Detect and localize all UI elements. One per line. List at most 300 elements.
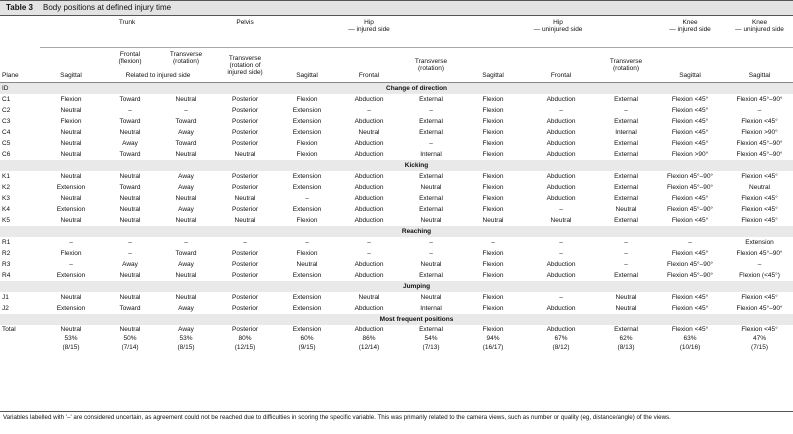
- table-cell: –: [559, 206, 563, 213]
- table-cell: Flexion <45°: [671, 195, 709, 202]
- table-cell: Flexion 45°–90°: [667, 206, 714, 213]
- total-cell: 62%: [619, 335, 633, 342]
- table-cell: Flexion 45°–90°: [667, 272, 714, 279]
- table-cell: Away: [178, 261, 194, 268]
- table-cell: Away: [178, 305, 194, 312]
- total-cell: External: [614, 326, 638, 333]
- table-cell: Flexion: [482, 107, 504, 114]
- total-cell: Posterior: [232, 326, 259, 333]
- table-cell: Extension: [56, 272, 86, 279]
- total-cell: (8/13): [617, 344, 635, 351]
- table-cell: Toward: [175, 140, 197, 147]
- table-cell: –: [559, 250, 563, 257]
- header-hip-injured: Hip — injured side: [276, 17, 462, 48]
- table-cell: Flexion <45°: [741, 195, 778, 202]
- table-cell: Flexion <45°: [671, 217, 709, 224]
- table-cell: Flexion 45°–90°: [736, 96, 783, 103]
- table-row: [0, 270, 793, 281]
- table-cell: External: [614, 217, 638, 224]
- table-title: [0, 0, 793, 16]
- table-cell: –: [69, 261, 73, 268]
- table-cell: –: [184, 107, 188, 114]
- table-footnote: Variables labelled with '–' are considered uncertain, as agreement could not be reached due to difficulties in scoring the specific variable. This was primarily related to the camera views, such as number or quality (eg, distance/angle) of the views.: [3, 414, 671, 421]
- table-cell: Neutral: [175, 217, 197, 224]
- table-cell: Abduction: [546, 118, 576, 125]
- total-cell: 86%: [362, 335, 376, 342]
- table-cell: Neutral: [234, 217, 256, 224]
- table-cell: Flexion: [60, 118, 82, 125]
- total-cell: 47%: [753, 335, 767, 342]
- table-cell: Flexion 45°–90°: [736, 140, 783, 147]
- table-cell: Abduction: [354, 96, 384, 103]
- table-cell: –: [757, 261, 762, 268]
- header-transverse: Transverse (rotation): [169, 51, 203, 65]
- table-row: [0, 303, 793, 314]
- header-col: Sagittal: [40, 68, 102, 83]
- table-cell: External: [614, 140, 638, 147]
- table-cell: –: [429, 107, 433, 114]
- section-row: [0, 226, 793, 237]
- table-cell: Flexion: [482, 184, 504, 191]
- row-id: K5: [2, 217, 10, 224]
- table-cell: Abduction: [354, 173, 384, 180]
- table-cell: Abduction: [354, 272, 384, 279]
- table-cell: –: [429, 140, 433, 147]
- table-cell: Flexion: [482, 118, 504, 125]
- row-id: R4: [2, 272, 11, 279]
- table-cell: Away: [178, 184, 194, 191]
- table-cell: External: [614, 151, 638, 158]
- total-cell: (8/15): [62, 344, 80, 351]
- table-cell: Flexion: [482, 272, 504, 279]
- table-cell: Internal: [420, 305, 442, 312]
- table-cell: External: [614, 173, 638, 180]
- table-cell: Flexion 45°–90°: [736, 305, 783, 312]
- table-cell: Neutral: [60, 195, 82, 202]
- table-cell: External: [419, 96, 443, 103]
- table-cell: Flexion: [296, 96, 318, 103]
- total-cell: Flexion <45°: [741, 326, 778, 333]
- total-row: [0, 325, 793, 334]
- table-cell: Extension: [292, 118, 322, 125]
- header-hip-uninjured: Hip — uninjured side: [462, 17, 654, 48]
- total-row: [0, 343, 793, 352]
- table-cell: Neutral: [749, 184, 771, 191]
- table-cell: Neutral: [119, 129, 141, 136]
- table-cell: Posterior: [232, 129, 259, 136]
- table-cell: Flexion <45°: [671, 140, 709, 147]
- table-cell: Abduction: [354, 305, 384, 312]
- table-cell: Flexion 45°–90°: [667, 261, 714, 268]
- table-cell: Posterior: [232, 272, 259, 279]
- table-cell: –: [491, 239, 495, 246]
- table-cell: Neutral: [420, 294, 442, 301]
- table-cell: Abduction: [354, 118, 384, 125]
- table-cell: Posterior: [232, 305, 259, 312]
- table-cell: Neutral: [60, 294, 82, 301]
- table-cell: Neutral: [119, 206, 141, 213]
- header-knee-injured: Knee — injured side: [654, 17, 726, 48]
- section-label: Change of direction: [40, 83, 793, 95]
- total-cell: 80%: [238, 335, 252, 342]
- total-cell: (7/15): [751, 344, 769, 351]
- total-cell: 67%: [554, 335, 568, 342]
- table-cell: Neutral: [119, 195, 141, 202]
- table-cell: Abduction: [354, 195, 384, 202]
- id-row: [0, 83, 793, 95]
- table-cell: –: [305, 239, 309, 246]
- table-row: [0, 204, 793, 215]
- table-cell: Flexion <45°: [741, 206, 778, 213]
- table-cell: Away: [122, 140, 138, 147]
- table-cell: Flexion >90°: [671, 151, 709, 158]
- table-row: [0, 259, 793, 270]
- table-cell: Extension: [56, 206, 86, 213]
- table-cell: Flexion <45°: [741, 118, 778, 125]
- section-label: Most frequent positions: [40, 314, 793, 325]
- header-pelvis: Pelvis: [214, 17, 276, 48]
- table-cell: Extension: [292, 305, 322, 312]
- table-cell: Posterior: [232, 184, 259, 191]
- header-knee-uninjured: Knee — uninjured side: [726, 17, 793, 48]
- row-id: C1: [2, 96, 11, 103]
- table-cell: Flexion <45°: [671, 96, 709, 103]
- table-cell: Posterior: [232, 173, 259, 180]
- header-col: Sagittal: [276, 68, 338, 83]
- table-cell: Flexion 45°–90°: [667, 173, 714, 180]
- table-cell: Extension: [56, 305, 86, 312]
- row-id: C4: [2, 129, 11, 136]
- header-hipu-transverse: Transverse (rotation): [598, 48, 654, 83]
- table-row: [0, 138, 793, 149]
- table-cell: Internal: [615, 129, 637, 136]
- table-cell: Extension: [292, 294, 322, 301]
- table-cell: External: [614, 184, 638, 191]
- table-cell: Flexion <45°: [741, 294, 778, 301]
- table-cell: –: [429, 239, 433, 246]
- total-cell: (7/14): [121, 344, 139, 351]
- table-cell: –: [624, 261, 628, 268]
- table-cell: Flexion <45°: [671, 107, 709, 114]
- table-cell: –: [243, 239, 247, 246]
- table-cell: Neutral: [119, 173, 141, 180]
- table-cell: Neutral: [358, 294, 380, 301]
- row-id: R1: [2, 239, 11, 246]
- table-cell: Neutral: [482, 217, 504, 224]
- table-cell: Posterior: [232, 250, 259, 257]
- table-cell: Extension: [56, 184, 86, 191]
- header-related: Related to injured side: [102, 68, 214, 83]
- row-id: K4: [2, 206, 10, 213]
- total-cell: External: [419, 326, 443, 333]
- table-cell: Neutral: [175, 96, 197, 103]
- total-cell: (8/15): [177, 344, 195, 351]
- table-cell: External: [419, 118, 443, 125]
- total-cell: Abduction: [546, 326, 576, 333]
- table-bottom-rule: [0, 411, 793, 412]
- table-cell: Flexion: [482, 173, 504, 180]
- header-trunk: Trunk: [40, 17, 214, 48]
- table-cell: Toward: [175, 250, 197, 257]
- total-cell: 50%: [123, 335, 137, 342]
- row-id: C3: [2, 118, 11, 125]
- table-cell: Abduction: [546, 305, 576, 312]
- table-cell: External: [614, 118, 638, 125]
- table-cell: –: [757, 107, 762, 114]
- total-row: [0, 334, 793, 343]
- header-hip-transverse: Transverse (rotation): [400, 48, 462, 83]
- table-cell: Away: [178, 129, 194, 136]
- table-cell: Neutral: [615, 294, 637, 301]
- total-label: [0, 334, 40, 343]
- table-cell: Flexion <45°: [671, 129, 709, 136]
- table-cell: Neutral: [60, 107, 82, 114]
- header-col: Frontal: [338, 68, 400, 83]
- table-cell: Flexion: [482, 151, 504, 158]
- table-cell: Abduction: [354, 261, 384, 268]
- table-cell: Abduction: [546, 195, 576, 202]
- section-label: Kicking: [40, 160, 793, 171]
- table-cell: Abduction: [354, 206, 384, 213]
- row-id: K1: [2, 173, 10, 180]
- table-cell: Abduction: [546, 129, 576, 136]
- table-cell: External: [614, 195, 638, 202]
- table-cell: Flexion 45°–90°: [736, 250, 783, 257]
- total-cell: Neutral: [60, 326, 82, 333]
- table-cell: Abduction: [546, 173, 576, 180]
- table-cell: Flexion: [482, 294, 504, 301]
- table-cell: Abduction: [354, 140, 384, 147]
- total-cell: Abduction: [354, 326, 384, 333]
- total-label: Total: [2, 326, 16, 333]
- total-cell: (10/16): [679, 344, 701, 351]
- table-cell: –: [128, 250, 132, 257]
- table-cell: Flexion <45°: [671, 305, 709, 312]
- table-cell: Neutral: [60, 217, 82, 224]
- row-id: K2: [2, 184, 10, 191]
- table-cell: –: [624, 107, 628, 114]
- header-pelvis-transverse: Transverse (rotation of injured side): [214, 48, 276, 83]
- row-id: C2: [2, 107, 11, 114]
- table-cell: Toward: [119, 184, 141, 191]
- table-cell: Neutral: [615, 206, 637, 213]
- table-cell: Posterior: [232, 96, 259, 103]
- header-col: Frontal: [524, 68, 598, 83]
- table-cell: Abduction: [546, 140, 576, 147]
- total-cell: Neutral: [119, 326, 141, 333]
- table-cell: –: [184, 239, 188, 246]
- table-cell: Extension: [292, 206, 322, 213]
- header-col: Sagittal: [654, 68, 726, 83]
- table-cell: Extension: [292, 129, 322, 136]
- table-cell: Flexion <45°: [671, 250, 709, 257]
- data-table: [0, 17, 793, 352]
- row-id: K3: [2, 195, 10, 202]
- table-cell: Internal: [420, 151, 442, 158]
- table-cell: Away: [178, 173, 194, 180]
- table-caption: Body positions at defined injury time: [42, 3, 172, 12]
- table-cell: Flexion: [296, 140, 318, 147]
- table-cell: Neutral: [60, 129, 82, 136]
- total-cell: (12/14): [358, 344, 380, 351]
- table-cell: Flexion >90°: [741, 129, 778, 136]
- table-row: [0, 171, 793, 182]
- table-cell: Abduction: [354, 217, 384, 224]
- table-cell: Away: [178, 206, 194, 213]
- table-cell: Flexion 45°–90°: [736, 151, 783, 158]
- section-row: [0, 281, 793, 292]
- table-cell: Posterior: [232, 261, 259, 268]
- total-cell: Extension: [292, 326, 322, 333]
- table-cell: Toward: [119, 151, 141, 158]
- table-cell: Extension: [292, 184, 322, 191]
- total-cell: (16/17): [482, 344, 504, 351]
- table-cell: Flexion <45°: [671, 118, 709, 125]
- table-cell: –: [128, 239, 132, 246]
- table-cell: Abduction: [546, 261, 576, 268]
- table-cell: Extension: [292, 173, 322, 180]
- total-cell: 94%: [486, 335, 500, 342]
- table-cell: Flexion: [482, 96, 504, 103]
- table-cell: Flexion: [296, 250, 318, 257]
- table-cell: External: [419, 206, 443, 213]
- table-cell: External: [419, 195, 443, 202]
- table-cell: Flexion: [296, 151, 318, 158]
- table-cell: Posterior: [232, 107, 259, 114]
- table-cell: –: [688, 239, 692, 246]
- table-row: [0, 94, 793, 105]
- table-cell: Flexion 45°–90°: [667, 184, 714, 191]
- table-cell: –: [559, 239, 563, 246]
- total-cell: 63%: [683, 335, 697, 342]
- header-plane: Plane: [0, 68, 40, 83]
- row-id: R3: [2, 261, 11, 268]
- table-cell: Neutral: [119, 272, 141, 279]
- table-cell: Neutral: [175, 195, 197, 202]
- table-row: [0, 116, 793, 127]
- table-cell: Flexion: [482, 195, 504, 202]
- total-cell: Flexion: [482, 326, 504, 333]
- table-cell: Extension: [292, 272, 322, 279]
- row-id: J2: [2, 305, 9, 312]
- table-cell: Flexion: [482, 261, 504, 268]
- table-row: [0, 149, 793, 160]
- section-row: [0, 160, 793, 171]
- table-cell: Neutral: [234, 195, 256, 202]
- table-cell: Flexion: [296, 217, 318, 224]
- table-number: Table 3: [6, 3, 33, 12]
- table-cell: Neutral: [358, 129, 380, 136]
- total-cell: 60%: [300, 335, 314, 342]
- table-cell: –: [69, 239, 73, 246]
- table-cell: –: [367, 107, 371, 114]
- table-cell: Neutral: [615, 305, 637, 312]
- total-cell: (7/13): [422, 344, 440, 351]
- table-cell: Flexion: [482, 129, 504, 136]
- table-cell: Flexion: [482, 140, 504, 147]
- section-row: [0, 314, 793, 325]
- row-id: J1: [2, 294, 9, 301]
- table-cell: Neutral: [296, 261, 318, 268]
- table-cell: Abduction: [546, 272, 576, 279]
- header-col: Sagittal: [462, 68, 524, 83]
- table-cell: Neutral: [60, 151, 82, 158]
- table-cell: Abduction: [546, 151, 576, 158]
- table-cell: –: [559, 294, 563, 301]
- row-id: C5: [2, 140, 11, 147]
- table-cell: Flexion: [60, 96, 82, 103]
- table-cell: –: [367, 250, 371, 257]
- table-cell: Toward: [119, 118, 141, 125]
- table-cell: Posterior: [232, 118, 259, 125]
- total-cell: Away: [178, 326, 194, 333]
- total-cell: (12/15): [234, 344, 256, 351]
- table-cell: Flexion <45°: [671, 294, 709, 301]
- table-cell: Neutral: [420, 184, 442, 191]
- total-cell: 53%: [179, 335, 193, 342]
- table-cell: Posterior: [232, 294, 259, 301]
- header-row-sub: [0, 48, 793, 69]
- table-cell: Extension: [292, 107, 322, 114]
- table-cell: Neutral: [550, 217, 572, 224]
- id-label: ID: [0, 83, 40, 95]
- table-cell: –: [367, 239, 371, 246]
- table-cell: Posterior: [232, 206, 259, 213]
- total-label: [0, 343, 40, 352]
- header-row-planes: [0, 68, 793, 83]
- header-frontal: Frontal (flexion): [118, 51, 142, 65]
- table-cell: Neutral: [175, 151, 197, 158]
- table-cell: Abduction: [546, 184, 576, 191]
- table-cell: –: [305, 195, 309, 202]
- section-label: Jumping: [40, 281, 793, 292]
- table-cell: –: [624, 250, 628, 257]
- table-row: [0, 215, 793, 226]
- table-cell: Flexion <45°: [741, 217, 778, 224]
- total-cell: 53%: [64, 335, 78, 342]
- section-label: Reaching: [40, 226, 793, 237]
- table-cell: –: [624, 239, 628, 246]
- table-cell: Flexion <45°: [741, 173, 778, 180]
- table-cell: Neutral: [420, 261, 442, 268]
- table-cell: –: [559, 107, 563, 114]
- header-col: Sagittal: [726, 68, 793, 83]
- row-id: C6: [2, 151, 11, 158]
- table-cell: Neutral: [60, 173, 82, 180]
- total-cell: Flexion <45°: [671, 326, 709, 333]
- table-cell: –: [429, 250, 433, 257]
- table-cell: Neutral: [60, 140, 82, 147]
- table-cell: Posterior: [232, 140, 259, 147]
- table-cell: Neutral: [420, 217, 442, 224]
- table-row: [0, 182, 793, 193]
- table-cell: Abduction: [546, 96, 576, 103]
- total-cell: (8/12): [552, 344, 570, 351]
- table-cell: Abduction: [354, 151, 384, 158]
- table-row: [0, 292, 793, 303]
- table-row: [0, 248, 793, 259]
- table-cell: External: [419, 129, 443, 136]
- table-cell: Flexion: [482, 305, 504, 312]
- table-cell: External: [614, 272, 638, 279]
- table-cell: Flexion: [482, 250, 504, 257]
- table-cell: Neutral: [234, 151, 256, 158]
- table-cell: Extension: [745, 239, 774, 246]
- table-cell: Flexion (<45°): [739, 272, 780, 279]
- table-cell: Neutral: [175, 294, 197, 301]
- total-cell: 54%: [424, 335, 438, 342]
- table-cell: Flexion: [482, 206, 504, 213]
